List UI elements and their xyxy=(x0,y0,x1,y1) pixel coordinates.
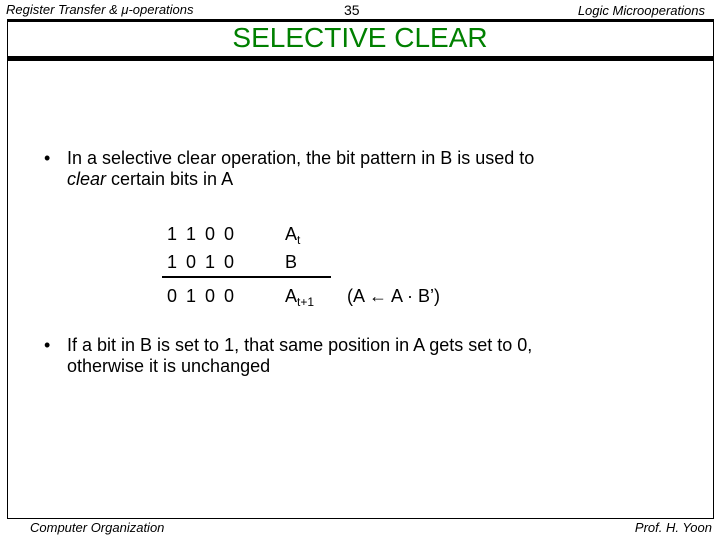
bullet-dot: • xyxy=(44,148,51,168)
bits-row-3: 0 1 0 0 xyxy=(167,286,237,306)
var-row-3 xyxy=(285,286,314,309)
bullet-text xyxy=(67,148,534,190)
bullet-selective-clear xyxy=(44,148,684,192)
var-row-1-sub: t xyxy=(297,233,301,247)
footer-author: Prof. H. Yoon xyxy=(634,520,712,535)
var-row-3-sub: t+1 xyxy=(297,295,315,309)
slide-title: SELECTIVE CLEAR xyxy=(232,22,488,53)
bullet-line-2-rest: certain bits in A xyxy=(106,169,234,189)
var-row-2-name: B xyxy=(285,252,298,272)
bits-row-2: 1 0 1 0 xyxy=(167,252,237,272)
clear-expression: (A ← A · B’) xyxy=(347,286,441,306)
footer-course: Computer Organization xyxy=(30,520,165,535)
var-row-1-name: A xyxy=(285,224,298,244)
header-left-title: Register Transfer & μ-operations xyxy=(6,2,194,17)
slide-frame xyxy=(7,19,714,519)
bits-row-1: 1 1 0 0 xyxy=(167,224,237,244)
bullet-line-1: In a selective clear operation, the bit pattern in B is used to xyxy=(67,148,535,168)
var-row-3-name: A xyxy=(285,286,298,306)
bullet-dot: • xyxy=(44,335,51,355)
var-row-1 xyxy=(285,224,300,247)
bullet-bit-rule xyxy=(44,335,684,379)
bullet-line-1: If a bit in B is set to 1, that same position in A gets set to 0, xyxy=(67,335,533,355)
page-number: 35 xyxy=(344,2,360,18)
header-right-title: Logic Microoperations xyxy=(577,3,705,18)
bullet-line-2 xyxy=(67,169,534,190)
bullet-text xyxy=(67,335,532,377)
title-underline xyxy=(7,56,714,61)
bullet-line-2: otherwise it is unchanged xyxy=(67,356,271,376)
var-row-2 xyxy=(285,252,297,275)
result-divider xyxy=(162,276,331,278)
emphasis-clear: clear xyxy=(67,169,107,189)
